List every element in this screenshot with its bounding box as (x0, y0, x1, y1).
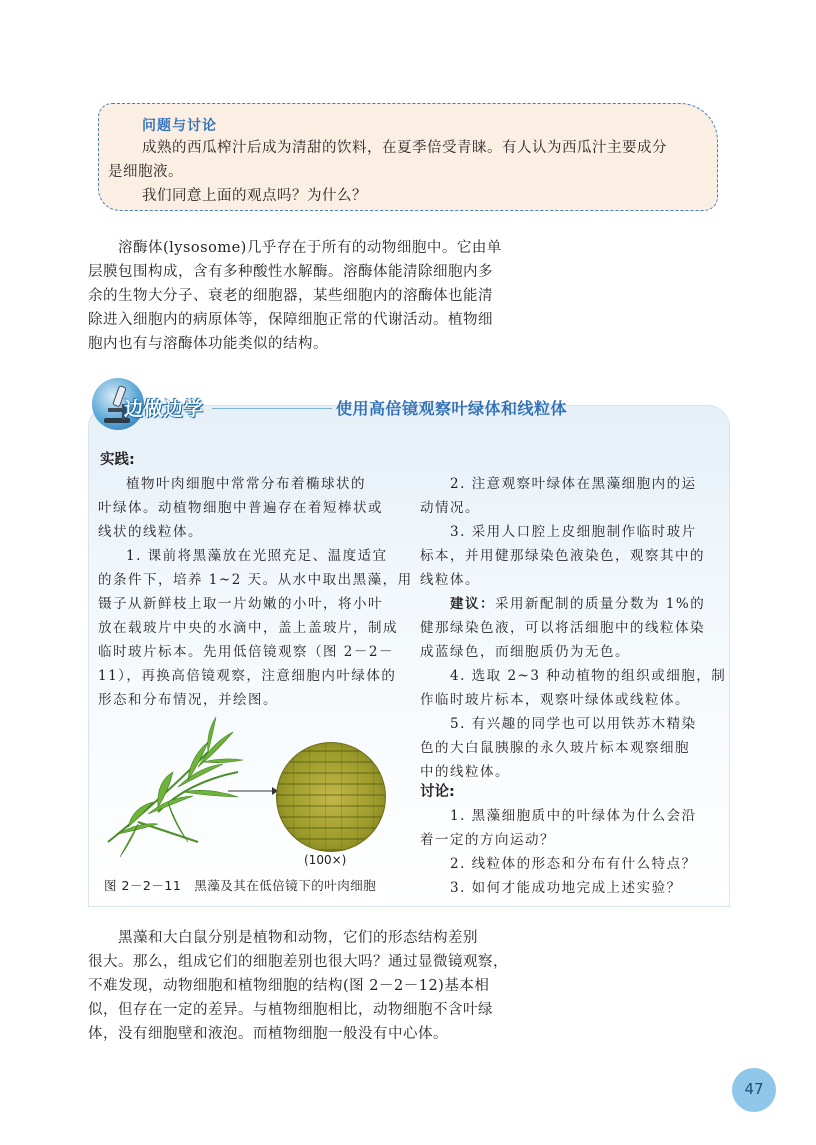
intro-line: 溶酶体(lysosome)几乎存在于所有的动物细胞中。它由单 (118, 240, 502, 256)
right-col-line: 4. 选取 2~3 种动植物的组织或细胞，制 (450, 668, 727, 684)
right-col-line: 5. 有兴趣的同学也可以用铁苏木精染 (450, 716, 697, 732)
intro-line: 余的生物大分子、衰老的细胞器，某些细胞内的溶酶体也能清 (88, 288, 493, 304)
discuss-heading: 讨论: (420, 784, 455, 800)
suggestion-line: 成蓝绿色，而细胞质仍为无色。 (420, 644, 630, 660)
right-col-line: 色的大白鼠胰腺的永久玻片标本观察细胞 (420, 740, 690, 756)
discuss-line: 3. 如何才能成功地完成上述实验？ (450, 880, 682, 896)
right-col-line: 动情况。 (420, 500, 480, 516)
right-col-line: 2. 注意观察叶绿体在黑藻细胞内的运 (450, 476, 697, 492)
right-col-line: 作临时玻片标本，观察叶绿体或线粒体。 (420, 692, 690, 708)
discussion-question: 我们同意上面的观点吗？为什么？ (142, 188, 367, 204)
left-col-line: 植物叶肉细胞中常常分布着椭球状的 (126, 476, 366, 492)
left-col-line: 线状的线粒体。 (98, 524, 203, 540)
intro-line: 除进入细胞内的病原体等，保障细胞正常的代谢活动。植物细 (88, 312, 493, 328)
title-divider (212, 408, 332, 409)
discuss-line: 2. 线粒体的形态和分布有什么特点？ (450, 856, 697, 872)
intro-line: 层膜包围构成，含有多种酸性水解酶。溶酶体能清除细胞内多 (88, 264, 493, 280)
discussion-text-line2: 是细胞液。 (108, 164, 183, 180)
left-col-line: 11），再换高倍镜观察，注意细胞内叶绿体的 (98, 668, 397, 684)
left-col-line: 镊子从新鲜枝上取一片幼嫩的小叶，将小叶 (98, 596, 383, 612)
suggestion-label: 建议： (450, 596, 495, 612)
discussion-text-line1: 成熟的西瓜榨汁后成为清甜的饮料，在夏季倍受青睐。有人认为西瓜汁主要成分 (142, 140, 667, 156)
activity-logo-text: 边做边学 (124, 398, 205, 420)
discuss-line: 着一定的方向运动？ (420, 832, 555, 848)
discussion-title: 问题与讨论 (142, 118, 217, 134)
pointer-arrow (228, 786, 278, 796)
page-number: 47 (744, 1080, 764, 1098)
figure-caption: 图 2－2－11 黑藻及其在低倍镜下的叶肉细胞 (104, 878, 377, 893)
closing-line: 黑藻和大白鼠分别是植物和动物，它们的形态结构差别 (118, 930, 478, 946)
closing-line: 很大。那么，组成它们的细胞差别也很大吗？通过显微镜观察， (88, 954, 508, 970)
discuss-line: 1. 黑藻细胞质中的叶绿体为什么会沿 (450, 808, 697, 824)
left-col-line: 临时玻片标本。先用低倍镜观察（图 2－2－ (98, 644, 394, 660)
left-col-line: 1. 课前将黑藻放在光照充足、温度适宜 (126, 548, 388, 564)
right-col-line: 中的线粒体。 (420, 764, 510, 780)
activity-title: 使用高倍镜观察叶绿体和线粒体 (336, 399, 568, 418)
magnification-label: (100×) (304, 853, 347, 867)
closing-line: 体，没有细胞壁和液泡。而植物细胞一般没有中心体。 (88, 1026, 448, 1042)
suggestion-line (450, 592, 705, 616)
left-col-line: 的条件下，培养 1~2 天。从水中取出黑藻，用 (98, 572, 413, 588)
closing-line: 不难发现，动物细胞和植物细胞的结构(图 2－2－12)基本相 (88, 978, 490, 994)
right-col-line: 线粒体。 (420, 572, 480, 588)
hydrilla-plant-image (98, 712, 248, 862)
intro-line: 胞内也有与溶酶体功能类似的结构。 (88, 336, 328, 352)
suggestion-text: 采用新配制的质量分数为 1%的 (495, 596, 706, 612)
left-col-line: 放在载玻片中央的水滴中，盖上盖玻片，制成 (98, 620, 398, 636)
right-col-line: 3. 采用人口腔上皮细胞制作临时玻片 (450, 524, 697, 540)
right-col-line: 标本，并用健那绿染色液染色，观察其中的 (420, 548, 705, 564)
practice-heading: 实践: (100, 452, 135, 468)
suggestion-line: 健那绿染色液，可以将活细胞中的线粒体染 (420, 620, 705, 636)
left-col-line: 叶绿体。动植物细胞中普遍存在着短棒状或 (98, 500, 383, 516)
closing-line: 似，但存在一定的差异。与植物细胞相比，动物细胞不含叶绿 (88, 1002, 493, 1018)
microscope-view-image (276, 742, 386, 852)
left-col-line: 形态和分布情况，并绘图。 (98, 692, 278, 708)
